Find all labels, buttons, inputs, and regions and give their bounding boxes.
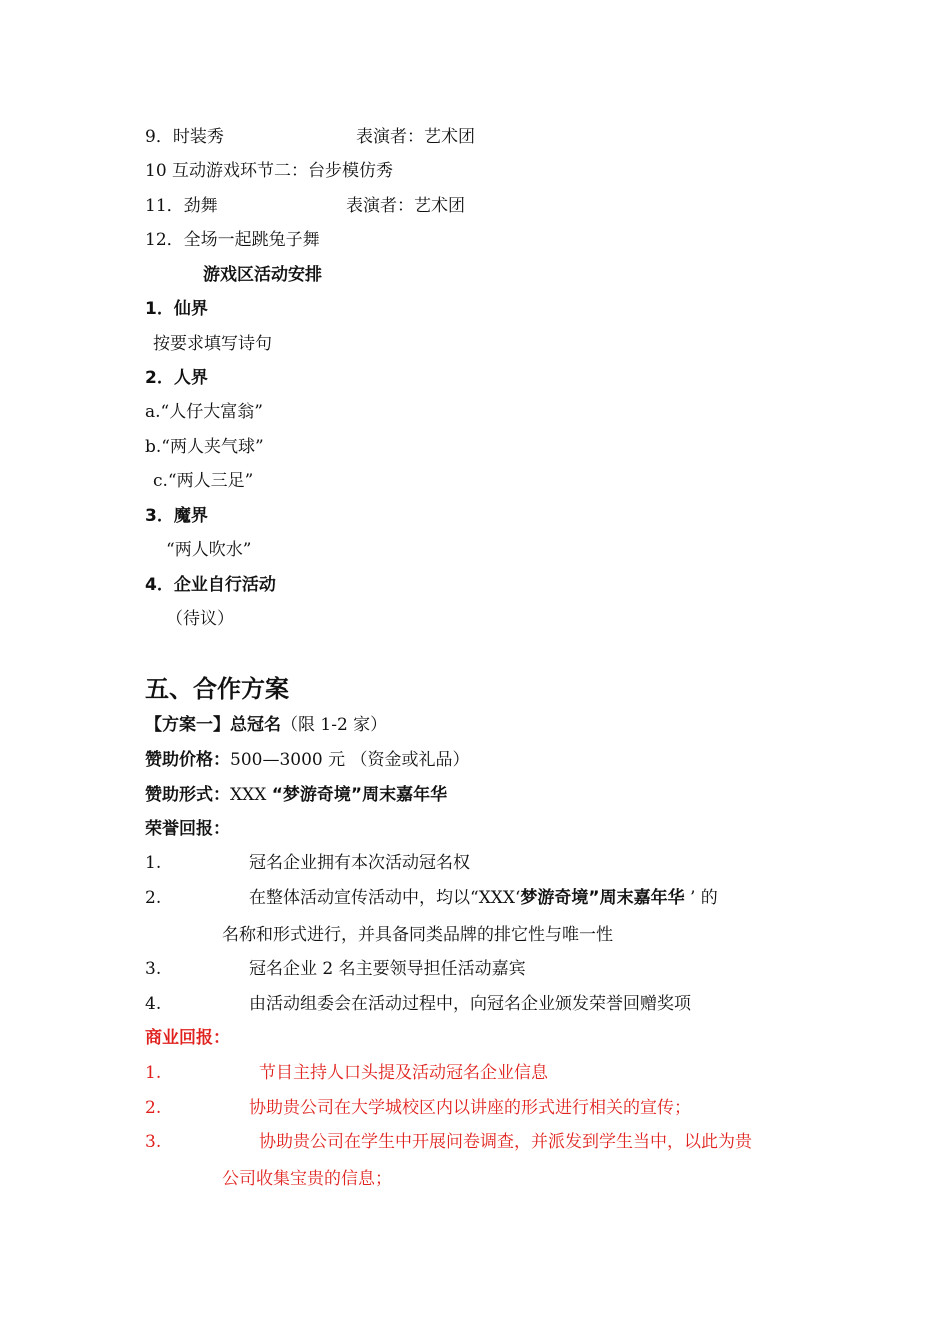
honor-item-4-text: 由活动组委会在活动过程中，向冠名企业颁发荣誉回赠奖项 bbox=[249, 994, 691, 1014]
section-2-item-b: b.“两人夹气球” bbox=[145, 437, 264, 457]
business-item-2-text: 协助贵公司在大学城校区内以讲座的形式进行相关的宣传； bbox=[249, 1098, 691, 1118]
price-value: 500—3000 元 （资金或礼品） bbox=[230, 750, 470, 770]
honor-item-2-text-pre: 在整体活动宣传活动中，均以“XXX‘ bbox=[249, 888, 521, 908]
honor-item-4-num: 4. bbox=[145, 994, 162, 1014]
business-label: 商业回报： bbox=[145, 1028, 230, 1048]
honor-item-2-text-bold: 梦游奇境”周末嘉年华 bbox=[520, 888, 685, 908]
honor-item-3-text: 冠名企业 2 名主要领导担任活动嘉宾 bbox=[249, 959, 526, 979]
plan-line bbox=[145, 714, 387, 736]
section-3-title: 3．魔界 bbox=[145, 506, 208, 526]
section-2-item-c: c.“两人三足” bbox=[153, 471, 254, 491]
honor-item-1-num: 1. bbox=[145, 853, 162, 873]
honor-item-2-text-post: ’ 的 bbox=[684, 888, 718, 908]
program-item-11-performer: 表演者：艺术团 bbox=[346, 196, 465, 216]
form-line bbox=[145, 784, 447, 806]
plan-limit: （限 1-2 家） bbox=[281, 715, 388, 735]
honor-label: 荣誉回报： bbox=[145, 819, 230, 839]
section-2-title: 2．人界 bbox=[145, 368, 208, 388]
program-item-9-performer: 表演者：艺术团 bbox=[356, 127, 475, 147]
form-xxx: XXX bbox=[230, 785, 272, 805]
form-value: “梦游奇境”周末嘉年华 bbox=[271, 785, 448, 805]
business-item-3-text-cont: 公司收集宝贵的信息； bbox=[222, 1169, 392, 1189]
section-2-item-a: a.“人仔大富翁” bbox=[145, 402, 263, 422]
program-item-12: 12．全场一起跳兔子舞 bbox=[145, 230, 320, 250]
business-item-2-num: 2. bbox=[145, 1098, 162, 1118]
business-item-1-text: 节目主持人口头提及活动冠名企业信息 bbox=[259, 1063, 548, 1083]
honor-item-3-num: 3. bbox=[145, 959, 162, 979]
business-item-1-num: 1. bbox=[145, 1063, 162, 1083]
business-item-3-num: 3. bbox=[145, 1132, 162, 1152]
cooperation-heading: 五、合作方案 bbox=[145, 675, 289, 703]
section-4-title: 4．企业自行活动 bbox=[145, 575, 276, 595]
section-1-title: 1．仙界 bbox=[145, 299, 208, 319]
form-label: 赞助形式： bbox=[145, 785, 230, 805]
program-item-9 bbox=[145, 126, 224, 148]
section-4-body: （待议） bbox=[166, 609, 234, 629]
program-item-11: 11．劲舞 bbox=[145, 196, 218, 216]
price-label: 赞助价格： bbox=[145, 750, 230, 770]
program-item-10: 10 互动游戏环节二：台步模仿秀 bbox=[145, 161, 394, 181]
section-3-body: “两人吹水” bbox=[166, 540, 252, 560]
honor-item-2-text bbox=[249, 887, 718, 909]
plan-label: 【方案一】总冠名 bbox=[145, 715, 281, 735]
honor-item-2-text-cont: 名称和形式进行，并具备同类品牌的排它性与唯一性 bbox=[222, 925, 613, 945]
game-area-title: 游戏区活动安排 bbox=[203, 265, 322, 285]
section-1-body: 按要求填写诗句 bbox=[153, 334, 272, 354]
price-line bbox=[145, 749, 470, 771]
program-item-9-name: 9．时装秀 bbox=[145, 127, 224, 147]
business-item-3-text: 协助贵公司在学生中开展问卷调查，并派发到学生当中，以此为贵 bbox=[259, 1132, 752, 1152]
honor-item-2-num: 2. bbox=[145, 888, 162, 908]
honor-item-1-text: 冠名企业拥有本次活动冠名权 bbox=[249, 853, 470, 873]
